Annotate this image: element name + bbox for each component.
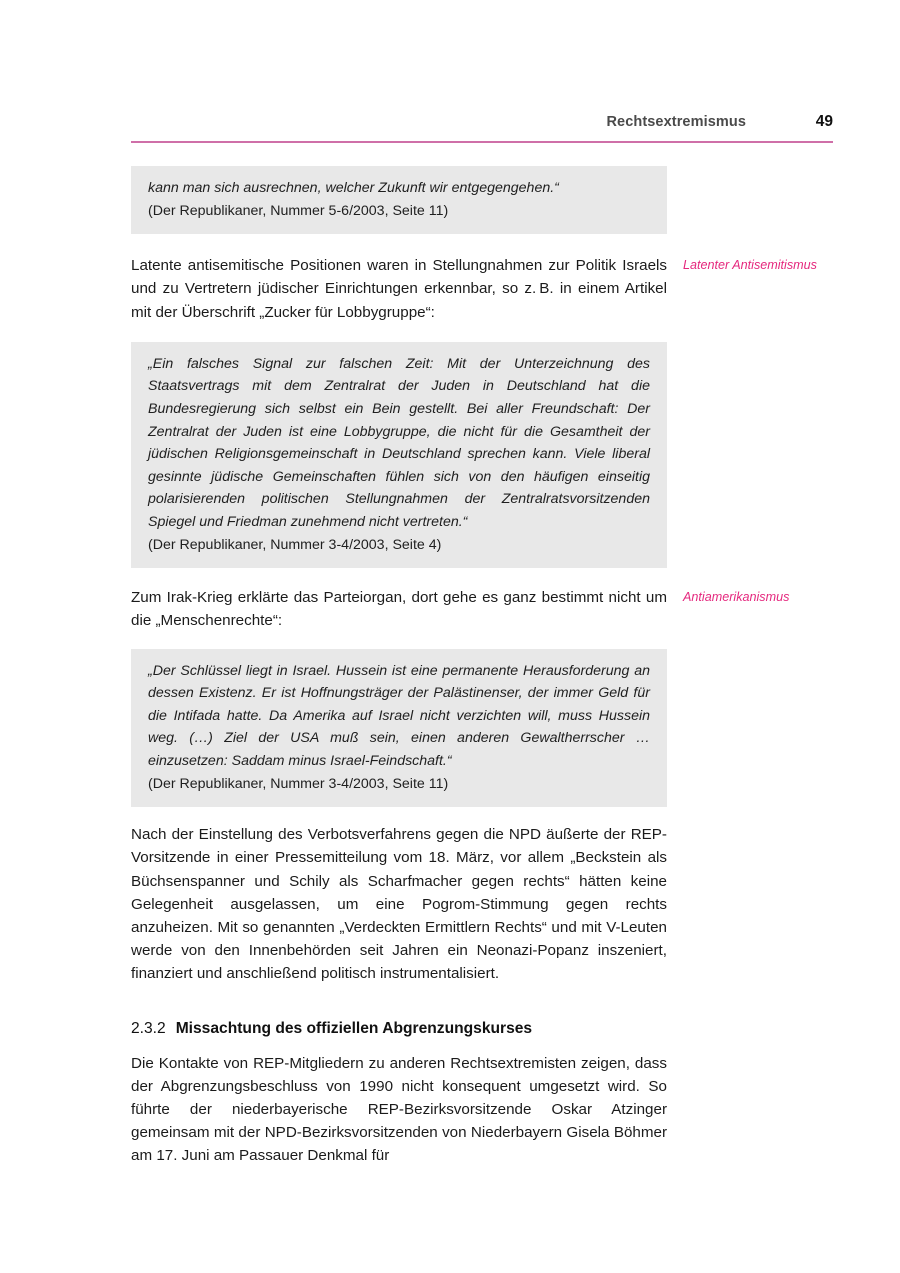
- running-head: [131, 113, 833, 131]
- paragraph-block-kontakte: [131, 1052, 833, 1168]
- section-heading-block: [131, 1020, 833, 1038]
- running-head-title: Rechtsextremismus: [606, 114, 746, 130]
- quote-block-zucker: [131, 342, 833, 568]
- body-paragraph: Latente antisemitische Positionen waren in Stellungnahmen zur Politik Israels und zu Vertretern jüdischer Einrichtungen erkennbar, so z. B. in einem Artikel mit der Überschrift „Zucker für Lobbygruppe“:: [131, 257, 667, 321]
- quote-block-continuation: [131, 166, 833, 234]
- quote-source: (Der Republikaner, Nummer 5-6/2003, Seite 11): [148, 202, 449, 219]
- header-rule: [131, 141, 833, 143]
- body-paragraph: Zum Irak-Krieg erklärte das Parteiorgan, dort gehe es ganz bestimmt nicht um die „Menschenrechte“:: [131, 589, 667, 630]
- quote-source: (Der Republikaner, Nummer 3-4/2003, Seite 4): [148, 536, 442, 553]
- content-column: [131, 166, 833, 1168]
- quote-source: (Der Republikaner, Nummer 3-4/2003, Seite 11): [148, 775, 449, 792]
- paragraph-block-irak: [131, 586, 833, 632]
- paragraph-block-antisemitismus: [131, 254, 833, 324]
- section-number: 2.3.2: [131, 1019, 166, 1037]
- quote-box: [131, 342, 667, 568]
- body-paragraph: Nach der Einstellung des Verbotsverfahrens gegen die NPD äußerte der REP-Vorsitzende in einer Pressemitteilung vom 18. März, vor allem „Beckstein als Büchsenspanner und Schily als Scharfmacher gegen rechts“ hätten keine Gelegenheit ausgelassen, um eine Pogrom-Stimmung gegen rechts anzuheizen. Mit so genannten „Verdeckten Ermittlern Rechts“ und mit V-Leuten werde von den Innenbehörden seit Jahren ein Neonazi-Popanz inszeniert, finanziert und anschließend politisch instrumentalisiert.: [131, 826, 667, 983]
- quote-text: „Ein falsches Signal zur falschen Zeit: Mit der Unterzeichnung des Staatsvertrags mit dem Zentralrat der Juden in Deutschland hat die Bundesregierung sich selbst ein Bein gestellt. Bei aller Freundschaft: Der Zentralrat der Juden ist eine Lobbygruppe, die nicht für die Gesamtheit der jüdischen Religionsgemeinschaft in Deutschland sprechen kann. Viele liberal gesinnte jüdische Gemeinschaften fühlen sich von den häufigen einseitig polarisierenden politischen Stellungnahmen der Zentralratsvorsitzenden Spiegel und Friedman zunehmend nicht vertreten.“: [148, 355, 650, 530]
- margin-note-antiamerikanismus: Antiamerikanismus: [683, 590, 790, 605]
- quote-block-schluessel: [131, 649, 833, 808]
- section-heading: [131, 1020, 691, 1038]
- body-paragraph: Die Kontakte von REP-Mitgliedern zu anderen Rechtsextremisten zeigen, dass der Abgrenzungsbeschluss von 1990 nicht konsequent umgesetzt wird. So führte der niederbayerische REP-Bezirksvorsitzende Oskar Atzinger gemeinsam mit der NPD-Bezirksvorsitzenden von Niederbayern Gisela Böhmer am 17. Juni am Passauer Denkmal für: [131, 1054, 667, 1165]
- margin-note-antisemitismus: Latenter Antisemitismus: [683, 258, 817, 273]
- page-number: 49: [815, 113, 833, 130]
- section-title: Missachtung des offiziellen Abgrenzungskurses: [175, 1019, 533, 1037]
- quote-text: kann man sich ausrechnen, welcher Zukunft wir entgegengehen.“: [148, 180, 559, 196]
- quote-box: [131, 166, 667, 234]
- quote-box: [131, 649, 667, 808]
- quote-text: „Der Schlüssel liegt in Israel. Hussein ist eine permanente Herausforderung an dessen Existenz. Er ist Hoffnungsträger der Palästinenser, der immer Geld für die Intifada hatte. Da Amerika auf Israel nicht verzichten will, muss Hussein weg. (…) Ziel der USA muß sein, einen anderen Gewaltherrscher … einzusetzen: Saddam minus Israel-Feindschaft.“: [148, 662, 650, 769]
- paragraph-block-npd: [131, 823, 833, 985]
